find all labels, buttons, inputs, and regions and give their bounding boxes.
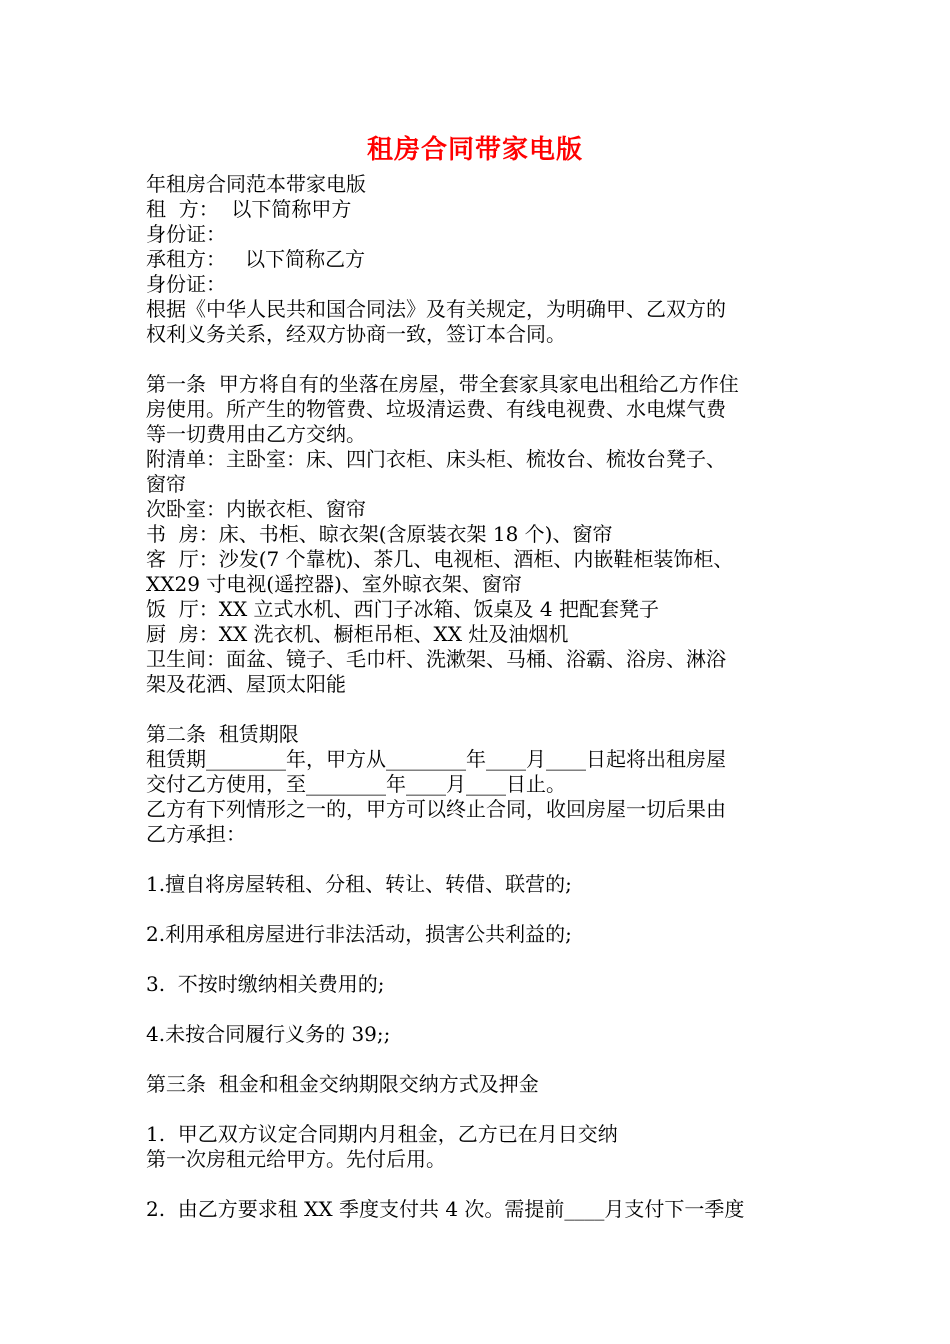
document-line: 乙方承担：: [146, 822, 246, 846]
document-line: [146, 997, 836, 1022]
document-line: 第三条 租金和租金交纳期限交纳方式及押金: [146, 1072, 539, 1096]
document-line: 厨 房：XX 洗衣机、橱柜吊柜、XX 灶及油烟机: [146, 622, 569, 646]
document-line: 等一切费用由乙方交纳。: [146, 422, 366, 446]
document-line: 房使用。所产生的物管费、垃圾清运费、有线电视费、水电煤气费: [146, 397, 726, 421]
document-line: [146, 1172, 836, 1197]
document-line: [146, 897, 836, 922]
document-line: 交付乙方使用，至________年____月____日止。: [146, 772, 566, 796]
document-line: XX29 寸电视(遥控器)、室外晾衣架、窗帘: [146, 572, 522, 596]
document-line: 架及花洒、屋顶太阳能: [146, 672, 346, 696]
document-body: [146, 172, 836, 1222]
document-line: 根据《中华人民共和国合同法》及有关规定，为明确甲、乙双方的: [146, 297, 726, 321]
document-line: 身份证：: [146, 272, 226, 296]
document-line: 1.擅自将房屋转租、分租、转让、转借、联营的;: [146, 872, 572, 896]
document-line: [146, 697, 836, 722]
document-line: 年租房合同范本带家电版: [146, 172, 366, 196]
document-line: [146, 347, 836, 372]
document-line: 第二条 租赁期限: [146, 722, 299, 746]
document-line: 客 厅：沙发(7 个靠枕)、茶几、电视柜、酒柜、内嵌鞋柜装饰柜、: [146, 547, 734, 571]
document-line: [146, 1097, 836, 1122]
document-line: 第一条 甲方将自有的坐落在房屋，带全套家具家电出租给乙方作住: [146, 372, 739, 396]
document-line: 权利义务关系，经双方协商一致，签订本合同。: [146, 322, 566, 346]
document-line: 书 房：床、书柜、晾衣架(含原装衣架 18 个)、窗帘: [146, 522, 613, 546]
document-line: [146, 847, 836, 872]
document-line: [146, 947, 836, 972]
document-line: [146, 1047, 836, 1072]
document-line: 1. 甲乙双方议定合同期内月租金，乙方已在月日交纳: [146, 1122, 618, 1146]
document-line: 卫生间：面盆、镜子、毛巾杆、洗漱架、马桶、浴霸、浴房、淋浴: [146, 647, 726, 671]
document-line: 租 方： 以下简称甲方: [146, 197, 352, 221]
document-line: 次卧室：内嵌衣柜、窗帘: [146, 497, 366, 521]
document-line: 窗帘: [146, 472, 186, 496]
document-line: 第一次房租元给甲方。先付后用。: [146, 1147, 446, 1171]
document-line: 3. 不按时缴纳相关费用的;: [146, 972, 385, 996]
document-line: 租赁期________年，甲方从________年____月____日起将出租房屋: [146, 747, 726, 771]
document-line: 身份证：: [146, 222, 226, 246]
document-line: 4.未按合同履行义务的 39;;: [146, 1022, 391, 1046]
document-title: 租房合同带家电版: [366, 135, 583, 165]
document-line: 附清单：主卧室：床、四门衣柜、床头柜、梳妆台、梳妆台凳子、: [146, 447, 726, 471]
document-line: 承租方： 以下简称乙方: [146, 247, 366, 271]
document-line: 饭 厅：XX 立式水机、西门子冰箱、饭桌及 4 把配套凳子: [146, 597, 659, 621]
document-line: 2.利用承租房屋进行非法活动，损害公共利益的;: [146, 922, 572, 946]
document-line: 乙方有下列情形之一的，甲方可以终止合同，收回房屋一切后果由: [146, 797, 726, 821]
document-line: 2. 由乙方要求租 XX 季度支付共 4 次。需提前____月支付下一季度: [146, 1197, 745, 1221]
